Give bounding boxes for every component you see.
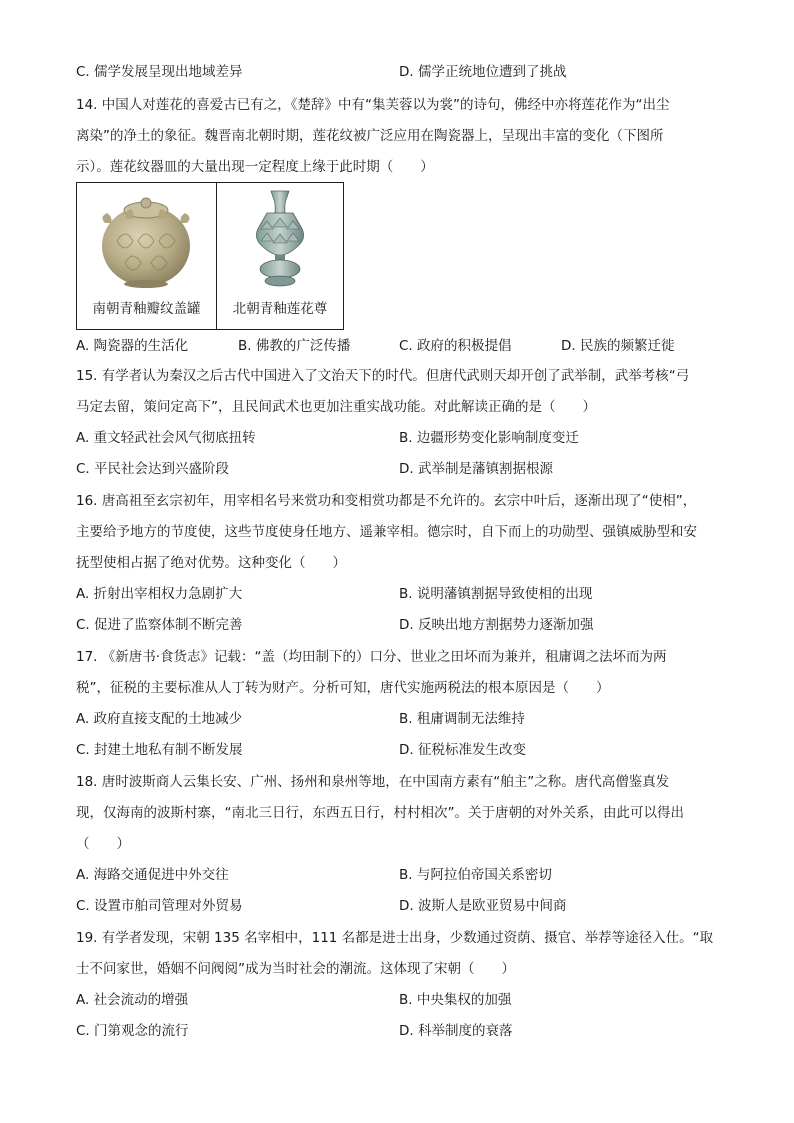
- q18-stem-line-1: 18. 唐时波斯商人云集长安、广州、扬州和泉州等地，在中国南方素有“舶主”之称。唐代高僧鉴真发: [76, 774, 670, 790]
- q14-image-table: [76, 182, 344, 330]
- q15-stem-line-1: 15. 有学者认为秦汉之后古代中国进入了文治天下的时代。但唐代武则天却开创了武举制，武举考核“弓: [76, 368, 690, 384]
- q13-option-d: D. 儒学正统地位遭到了挑战: [399, 64, 567, 80]
- q14-stem-line-1: 14. 中国人对莲花的喜爱古已有之，《楚辞》中有“集芙蓉以为裳”的诗句，佛经中亦将莲花作为“出尘: [76, 97, 670, 113]
- covered-jar-image: [77, 183, 216, 293]
- q13-option-c: C. 儒学发展呈现出地域差异: [76, 64, 243, 80]
- q14-option-a: A. 陶瓷器的生活化: [76, 338, 189, 354]
- lotus-vase-image: [217, 183, 343, 295]
- q19-stem-line-1: 19. 有学者发现，宋朝 135 名宰相中，111 名都是进士出身，少数通过资荫、摄官、举荐等途径入仕。“取: [76, 930, 714, 946]
- q15-option-b: B. 边疆形势变化影响制度变迁: [399, 430, 579, 446]
- q14-option-c: C. 政府的积极提倡: [399, 338, 512, 354]
- q14-image-caption-2: 北朝青釉莲花尊: [232, 301, 328, 317]
- q16-stem-line-2: 主要给予地方的节度使，这些节度使身任地方、遥兼宰相。德宗时，自下而上的功勋型、强镇威胁型和安: [76, 524, 697, 540]
- q18-option-c: C. 设置市舶司管理对外贸易: [76, 898, 243, 914]
- q15-option-d: D. 武举制是藩镇割据根源: [399, 461, 553, 477]
- q16-option-a: A. 折射出宰相权力急剧扩大: [76, 586, 243, 602]
- q17-stem-line-1: 17. 《新唐书·食货志》记载：“盖（均田制下的）口分、世业之田坏而为兼并，租庸调之法坏而为两: [76, 649, 667, 665]
- q16-option-d: D. 反映出地方割据势力逐渐加强: [399, 617, 594, 633]
- q18-stem-line-2: 现，仅海南的波斯村寨，“南北三日行，东西五日行，村村相次”。关于唐朝的对外关系，由此可以得出: [76, 805, 684, 821]
- q14-image-cell-1: [77, 183, 217, 329]
- q19-option-b: B. 中央集权的加强: [399, 992, 512, 1008]
- q19-option-c: C. 门第观念的流行: [76, 1023, 189, 1039]
- q18-stem-line-3: （ ）: [76, 836, 130, 852]
- q17-option-c: C. 封建土地私有制不断发展: [76, 742, 243, 758]
- q14-option-d: D. 民族的频繁迁徙: [561, 338, 675, 354]
- q18-option-d: D. 波斯人是欧亚贸易中间商: [399, 898, 567, 914]
- q17-option-b: B. 租庸调制无法维持: [399, 711, 525, 727]
- q16-stem-line-3: 抚型使相占据了绝对优势。这种变化（ ）: [76, 555, 346, 571]
- q15-stem-line-2: 马定去留，策问定高下”，且民间武术也更加注重实战功能。对此解读正确的是（ ）: [76, 399, 596, 415]
- q18-option-b: B. 与阿拉伯帝国关系密切: [399, 867, 552, 883]
- q15-option-a: A. 重文轻武社会风气彻底扭转: [76, 430, 256, 446]
- q14-option-b: B. 佛教的广泛传播: [238, 338, 351, 354]
- q15-option-c: C. 平民社会达到兴盛阶段: [76, 461, 230, 477]
- q17-option-a: A. 政府直接支配的土地减少: [76, 711, 243, 727]
- q19-option-a: A. 社会流动的增强: [76, 992, 189, 1008]
- q16-option-c: C. 促进了监察体制不断完善: [76, 617, 243, 633]
- q14-stem-line-2: 离染”的净土的象征。魏晋南北朝时期，莲花纹被广泛应用在陶瓷器上，呈现出丰富的变化（下图所: [76, 128, 664, 144]
- q14-image-cell-2: [217, 183, 343, 329]
- q14-image-caption-1: 南朝青釉瓣纹盖罐: [92, 301, 201, 317]
- q19-stem-line-2: 士不问家世，婚姻不问阀阅”成为当时社会的潮流。这体现了宋朝（ ）: [76, 961, 515, 977]
- q18-option-a: A. 海路交通促进中外交往: [76, 867, 229, 883]
- q17-stem-line-2: 税”，征税的主要标准从人丁转为财产。分析可知，唐代实施两税法的根本原因是（ ）: [76, 680, 610, 696]
- q14-stem-line-3: 示）。莲花纹器皿的大量出现一定程度上缘于此时期（ ）: [76, 159, 434, 175]
- q19-option-d: D. 科举制度的衰落: [399, 1023, 513, 1039]
- q17-option-d: D. 征税标准发生改变: [399, 742, 526, 758]
- q16-option-b: B. 说明藩镇割据导致使相的出现: [399, 586, 593, 602]
- q16-stem-line-1: 16. 唐高祖至玄宗初年，用宰相名号来赏功和变相赏功都是不允许的。玄宗中叶后，逐渐出现了“使相”，: [76, 493, 697, 509]
